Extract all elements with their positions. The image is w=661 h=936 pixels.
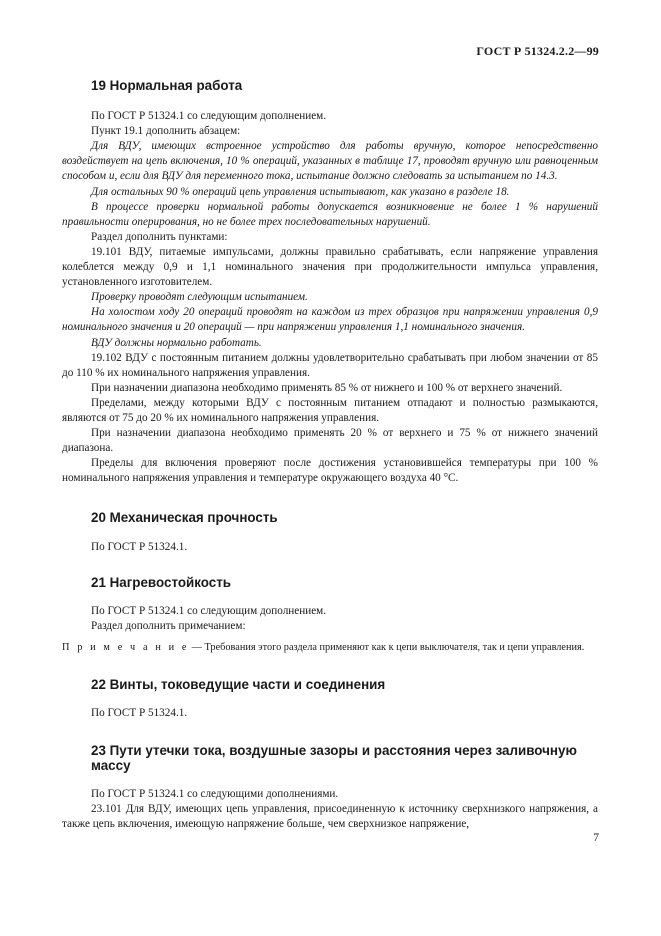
paragraph: При назначении диапазона необходимо применять 85 % от нижнего и 100 % от верхнего значений. <box>91 381 563 394</box>
note-text: — Требования этого раздела применяют как к цепи выключателя, так и цепи управления. <box>189 641 585 653</box>
paragraph-italic: В процессе проверки нормальной работы допускается возникновение не более 1 % нарушений правильности оперирования, но не более трех последовательных нарушений. <box>62 200 598 228</box>
paragraph: При назначении диапазона необходимо применять 20 % от верхнего и 75 % от нижнего значений диапазона. <box>62 427 598 455</box>
paragraph-italic: Для ВДУ, имеющих встроенное устройство для работы вручную, которое непосредственно воздействует на цепь включения, 10 % операций, указанных в таблице 17, проводят вручную или равноценным способом и, если для ВДУ для переменного тока, испытание должно следовать за испытанием по 14.3. <box>62 140 598 183</box>
section-19-heading: 19 Нормальная работа <box>91 78 243 93</box>
section-20-heading: 20 Механическая прочность <box>91 510 278 526</box>
section-22-heading: 22 Винты, токоведущие части и соединения <box>91 676 386 692</box>
section-23-heading: 23 Пути утечки тока, воздушные зазоры и расстояния через заливочную массу <box>91 742 577 773</box>
page-number: 7 <box>593 832 599 844</box>
paragraph: По ГОСТ Р 51324.1 со следующими дополнениями. <box>91 787 339 800</box>
paragraph: По ГОСТ Р 51324.1. <box>91 706 188 719</box>
paragraph-italic: Для остальных 90 % операций цепь управления испытывают, как указано в разделе 18. <box>91 185 510 198</box>
note-label: П р и м е ч а н и е <box>62 641 190 653</box>
paragraph: Пределами, между которыми ВДУ с постоянным питанием отпадают и полностью размыкаются, являются от 75 до 20 % их номинального напряжения управления. <box>62 396 598 424</box>
paragraph: По ГОСТ Р 51324.1 со следующим дополнением. <box>91 110 327 123</box>
paragraph: 19.102 ВДУ с постоянным питанием должны удовлетворительно срабатывать при любом значении от 85 до 110 % их номинального напряжения управления. <box>62 351 598 379</box>
paragraph: 23.101 Для ВДУ, имеющих цепь управления, присоединенную к источнику сверхнизкого напряжения, а также цепь включения, имеющую напряжение больше, чем сверхнизкое напряжение, <box>62 802 598 831</box>
paragraph-italic: ВДУ должны нормально работать. <box>91 336 262 349</box>
paragraph: 19.101 ВДУ, питаемые импульсами, должны правильно срабатывать, если напряжение управления колеблется между 0,9 и 1,1 номинального значения при продолжительности импульса управления, установленного изготовителем. <box>62 245 598 289</box>
paragraph: Пределы для включения проверяют после достижения установившейся температуры при 100 % номинального напряжения управления и температуре окружающего воздуха 40 °С. <box>62 457 598 485</box>
note <box>62 641 598 655</box>
section-21-heading: 21 Нагревостойкость <box>91 574 231 590</box>
paragraph-italic: Проверку проводят следующим испытанием. <box>91 291 308 304</box>
paragraph: Раздел дополнить примечанием: <box>91 619 246 632</box>
paragraph: По ГОСТ Р 51324.1. <box>91 540 188 553</box>
document-code: ГОСТ Р 51324.2.2—99 <box>476 44 599 58</box>
page-content <box>62 78 598 832</box>
paragraph: Пункт 19.1 дополнить абзацем: <box>91 125 241 138</box>
paragraph: По ГОСТ Р 51324.1 со следующим дополнением. <box>91 604 327 617</box>
paragraph-italic: На холостом ходу 20 операций проводят на каждом из трех образцов при напряжении управления 0,9 номинального значения и 20 операций — при напряжении управления 1,1 номинального значения. <box>62 306 598 334</box>
paragraph: Раздел дополнить пунктами: <box>91 230 228 243</box>
